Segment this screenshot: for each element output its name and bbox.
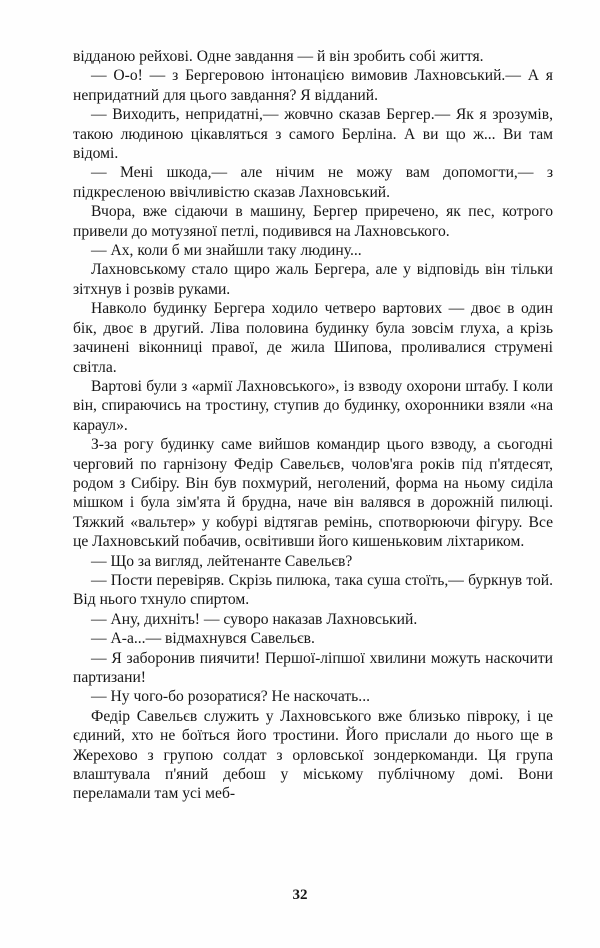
paragraph: Вартові були з «армії Лахновського», із взводу охорони штабу. І коли він, спираючись на тростину, ступив до будинку, охоронники взяли «на караул».: [73, 377, 553, 434]
paragraph: З-за рогу будинку саме вийшов командир цього взводу, а сьогодні черговий по гарнізону Федір Савельєв, чолов'яга років під п'ятдесят, родом з Сибіру. Він був похмурий, неголений, форма на ньому сиділа мішком і була зім'ята й брудна, наче він валявся в дорожній пилюці. Тяжкий «вальтер» у кобурі відтягав ремінь, спотворюючи фігуру. Все це Лахновський побачив, освітивши його кишеньковим ліхтариком.: [73, 436, 553, 551]
paragraph: — Виходить, непридатні,— жовчно сказав Бергер.— Як я зрозумів, такою людиною цікавляться з самого Берліна. А ви що ж... Ви там відомі.: [73, 106, 553, 163]
paragraph: відданою рейхові. Одне завдання — й він зробить собі життя.: [73, 48, 484, 65]
paragraph: — О-о! — з Бергеровою інтонацією вимовив Лахновський.— А я непридатний для цього завдання? Я відданий.: [73, 67, 553, 104]
paragraph: — Що за вигляд, лейтенанте Савельєв?: [91, 552, 353, 570]
paragraph: Федір Савельєв служить у Лахновського вже близько півроку, і це єдиний, хто не боїться його тростини. Його прислали до нього ще в Жерехово з групою солдат з орловської зондеркоманди. Ця група влаштувала п'яний дебош у міському публічному домі. Вони переламали там усі меб-: [73, 707, 553, 803]
paragraph: — Ану, дихніть! — суворо наказав Лахновський.: [91, 610, 418, 628]
paragraph: Вчора, вже сідаючи в машину, Бергер приречено, як пес, котрого привели до мотузяної петлі, подивився на Лахновського.: [73, 203, 553, 240]
paragraph: — Ах, коли б ми знайшли таку людину...: [91, 242, 362, 260]
paragraph: — Ну чого-бо розоратися? Не наскочать...: [91, 688, 370, 706]
paragraph: — Пости перевіряв. Скрізь пилюка, така суша стоїть,— буркнув той. Від нього тхнуло спиртом.: [73, 571, 553, 609]
paragraph: — Мені шкода,— але нічим не можу вам допомогти,— з підкресленою ввічливістю сказав Лахновський.: [73, 164, 553, 201]
paragraph: — А-а...— відмахнувся Савельєв.: [91, 630, 315, 648]
body-text: [73, 47, 553, 804]
paragraph: Навколо будинку Бергера ходило четверо вартових — двоє в один бік, двоє в другий. Ліва половина будинку була зовсім глуха, а крізь зачинені віконниці правої, де жила Шипова, проливалися струмені світла.: [73, 300, 553, 376]
page-number: 32: [292, 887, 308, 903]
paragraph: — Я заборонив пиячити! Першої-ліпшої хвилини можуть наскочити партизани!: [73, 649, 553, 686]
paragraph: Лахновському стало щиро жаль Бергера, але у відповідь він тільки зітхнув і розвів руками.: [73, 261, 553, 298]
